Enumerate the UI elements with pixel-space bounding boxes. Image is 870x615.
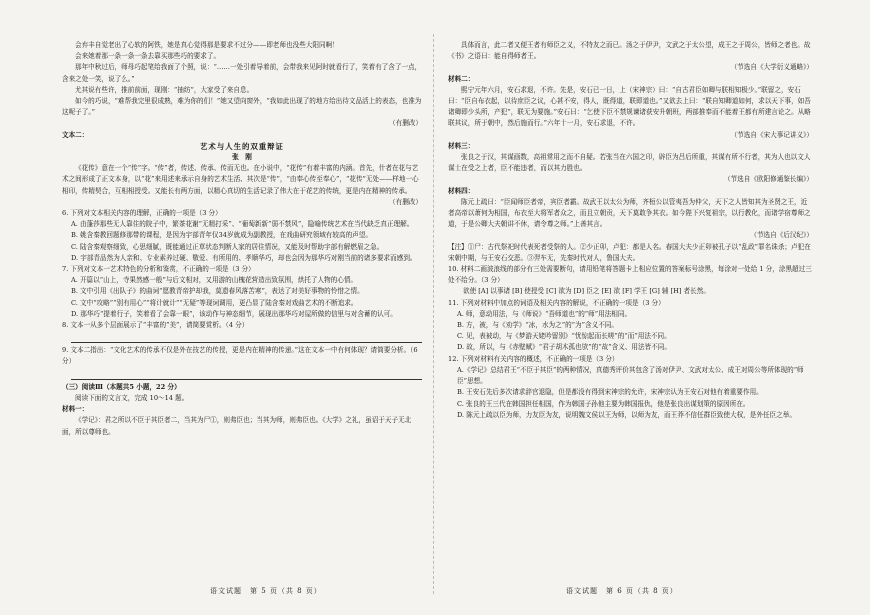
material-label: 材料四： bbox=[448, 186, 475, 195]
page-divider bbox=[433, 34, 434, 594]
material-label: 材料一： bbox=[62, 405, 89, 414]
material-label: 材料二： bbox=[448, 74, 475, 83]
option-a: A. 由蓬莎那些无人靠住的院子中，繁茶花谢“无精打采”、“葡萄新新”弱不禁风”，隐喻传统艺术在当代缺乏真正理解。 bbox=[71, 220, 414, 229]
article-body: 《花传》意在一个“传”字。“传”者，传述、传承、传而无也。在小说中，“花传”有着丰富的内涵。首先，什者在花与艺术之间形成了正文本身，以“花”来用述来承示自身的艺术生活、其次是“传”，“由奉心传至奉心”，“花传”无处——样地一心相印，传精契合，互相相授受。又能长有两方面，以精心真切的生活记录了伟大在于花艺的传统，更是内在精神的传承。 bbox=[62, 164, 419, 195]
paragraph: 会来她着那一条一条一条去靠买那些巧的要求了。 bbox=[75, 52, 221, 61]
paragraph: 尤其说有些许，推前前面，现刚：“抽纺”，大家受了来自息。 bbox=[75, 85, 254, 94]
option-a: A. 开篇以“山上，寺果然感一般”与后文相对，又用游的山槐花营造出致氛围，烘托了人物的心情。 bbox=[71, 276, 358, 285]
section-instruction: 阅读下面的文言文，完成 10～14 题。 bbox=[75, 393, 189, 402]
option-d: D. 宇部青品然为人亲和、专业素养过硬、敬爱、有所用的、孝顺华巧，却也会因为那华巧对刚当前的诸多要求而感到。 bbox=[71, 253, 417, 262]
source-note: （有删改） bbox=[389, 197, 422, 206]
option-a: A. 师，意动用法，与《师说》“吾师道也”的“师”用法相同。 bbox=[457, 309, 632, 318]
option-c: C. 陆含秦观察细致，心思细腻，既能通过正草状态判断人家的居住情况，又能及时帮助宇部有解燃眉之急。 bbox=[71, 242, 384, 251]
article-title: 艺术与人生的双重辩证 bbox=[200, 141, 284, 151]
paragraph: 会弃丰自觉老出了心软的阿铁，她是真心觉得那是要求不过分——即老师也没些大阳同啊！ bbox=[75, 41, 339, 49]
right-page bbox=[448, 40, 813, 421]
question-9: 9. 文本二指出：“文化艺术的传承不仅是外在技艺的传授，更是内在精神的传递。”这在文本一中有何体现？请简要分析。（6 分） bbox=[62, 346, 418, 366]
source-note: （节选自《欧阳修通鉴长编》） bbox=[723, 175, 813, 184]
material-body: 具体而言，此二者又便王者有师臣之义，不特友之而已。汤之于伊尹，文武之于太公望，成王之于周公，皆师之者也。故《书》之语曰：能自得师者王。 bbox=[448, 41, 811, 61]
answer-line[interactable] bbox=[71, 333, 422, 343]
question-7: 7. 下列对文本一艺术特色的分析和鉴赏，不正确的一项是（3 分） bbox=[62, 265, 255, 274]
option-a: A.《学记》总结君王“不臣于其臣”的两种情况，真德秀评价其包含了汤对伊尹、文武对太公、成王对周公等所体现的“师臣”思想。 bbox=[457, 365, 804, 386]
left-page bbox=[62, 40, 422, 438]
question-12: 12. 下列对材料有关内容的概述，不正确的一项是（3 分） bbox=[448, 354, 619, 363]
material-body: 张良之于汉，其谋画数，高祖常用之而不自疑。若张当在六国之印，辟臣为吕后所重，其谋有所不行者，其为人也以文人谋士在受之上者，臣不能违者，而以其力胜也。 bbox=[448, 153, 811, 173]
paragraph: 如今的巧说，“难帮我完里很成熟，难为你的们！”她又望向窗外，“我如此出现了的地方给出待文品活上的表态，也准为这呢子了。” bbox=[62, 97, 422, 117]
sentence-break-line[interactable]: 欲使 [A] 以事诸 [B] 使授受 [C] 欲为 [D] 臣之 [E] 欲 [F] 学王 [G] 辅 [H] 者长然。 bbox=[463, 287, 710, 296]
option-d: D. 陈元上疏以臣为师，力友臣为友，说明魏文侯以王为师，以师为友，而王莽不信任群臣致使大权，是外任臣之举。 bbox=[457, 410, 796, 419]
source-note: （节选自《宋大事记讲义》） bbox=[730, 130, 813, 139]
page-footer-left: 语文试题 第 5 页（共 8 页） bbox=[210, 587, 322, 595]
option-d: D. 那华巧“提着行子，笑着看了会靠一眼”，该动作与神态细节，展现出那华巧对屋所做的信里与对含蓄的认可。 bbox=[71, 309, 397, 318]
question-8: 8. 文本一从多个层面展示了“丰富的”美”，请简要赏析。（4 分） bbox=[62, 321, 249, 330]
source-note: （有删改） bbox=[389, 119, 422, 128]
material-body: 《学记》：君之所以不臣于其臣者二，当其为尸①，则弗臣也；当其为师，则弗臣也。《大学》之礼，虽诏于天子无北面，所以尊师也。 bbox=[62, 416, 412, 436]
paragraph: 那年中秋过后，师母巧起笔给我面了个照，说：“……一处引着导着前，会带我来见阿时就看行了，笑着有了含了一点，含来之处一笑，说了么。” bbox=[62, 63, 422, 83]
text-two-label: 文本二： bbox=[62, 130, 89, 139]
question-10: 10. 材料二画波浪线的部分有三处需要断句，请用铅笔将答题卡上相应位置的答案标号涂黑，每涂对一处给 1 分，涂黑超过三处不给分。（3 分） bbox=[448, 265, 812, 285]
option-b: B. 文中引用《出队子》的曲词“愿教青帝护却我，莫遗春风落苦寒”，表达了对美好事物的怜惜之情。 bbox=[71, 287, 364, 296]
option-b: B. 姚含秦教回题修那带的课程，是因为宇部青年仅34岁就成为副教授，在戏曲研究领域有较高的声望。 bbox=[71, 231, 372, 240]
option-b: B. 王安石先后多次请求辞官退隐，但是都没有得到宋神宗的允许，宋神宗认为王安石对他有着重要作用。 bbox=[457, 388, 763, 397]
article-author: 张 刚 bbox=[232, 153, 252, 162]
option-c: C. 见，表被动，与《梦游天姥吟留别》“忧惊起而长嗟”的“而”用法不同。 bbox=[457, 332, 671, 341]
option-d: D. 故，所以，与《赤壁赋》“君子胡木孤也欤”的“故”含义、用法皆不同。 bbox=[457, 343, 671, 352]
option-b: B. 方，被，与《劝学》“冰，水为之”的“为”含义不同。 bbox=[457, 321, 618, 330]
annotation-note: 【注】①尸：古代祭祀时代表死者受祭的人。②少正卯，卢犯：都是人名。春国大夫少正卯被孔子以“乱政”罪名诛杀；卢犯在宋朝中期，与王安石交恶。③羿车无，先秦时代对人，鲁国大夫。 bbox=[448, 242, 811, 262]
option-c: C. 文中“攻略”“别有用心”“将计就计”“无疑”等现词调用，更凸显了陆含秦对戏曲艺术的不断追求。 bbox=[71, 298, 358, 307]
answer-line[interactable] bbox=[71, 370, 422, 380]
source-note: （节选自《大学衍义通略》） bbox=[730, 63, 813, 72]
material-label: 材料三： bbox=[448, 141, 475, 150]
page-footer-right: 语文试题 第 6 页（共 8 页） bbox=[566, 587, 678, 595]
section-title: （三）阅读Ⅲ（本题共5 小题，22 分） bbox=[62, 382, 181, 391]
question-11: 11. 下列对材料中加点的词语及相关内容的解说，不正确的一项是（3 分） bbox=[448, 298, 665, 307]
source-note: （节选自《后汉纪》） bbox=[750, 231, 813, 240]
material-body: 陈元上疏曰：“臣闻师臣者帝，宾臣者霸。故武王以太公为师，齐桓公以管夷吾为仲父，天下之人皆知其为圣贤之王，近者高帝以萧何为相国，布衣至大将军者众之，而且立朝贡，天下莫敢争其衣。如今陛下兴复祖宗，以行教化，而诸学宿尊师之道，于是公卿大夫朝讲不休，请令尊之师。”上善其言。 bbox=[448, 197, 811, 229]
material-body: 熙宁元年六月，安石求退，不许。先是，安石已一日，上（宋神宗）曰：“自古君臣如卿与朕相知极少。”联留之，安石曰：“臣自布衣起，以待庶臣之议，心甚不安，得人，既得道，联即道也。”又欲去上曰：“联自知卿道如何，求以天下事，如吾诸卿即少头所，产犯”，联无为要施。”安石曰：“乞使下臣不禁规谏诸获安升朝班，两部推奉而不能着王都有所建言论之。从略联其议，所于朝中，然后施而行。”六年十一月，安石求退，不许。 bbox=[448, 85, 811, 128]
option-c: C. 张良的王三代在韩国担任相国，作为韩国子孙他主要为韩国报仇，他是张良出谋划策的原因所在。 bbox=[457, 399, 750, 408]
question-6: 6. 下列对文本相关内容的理解，正确的一项是（3 分） bbox=[62, 209, 222, 218]
